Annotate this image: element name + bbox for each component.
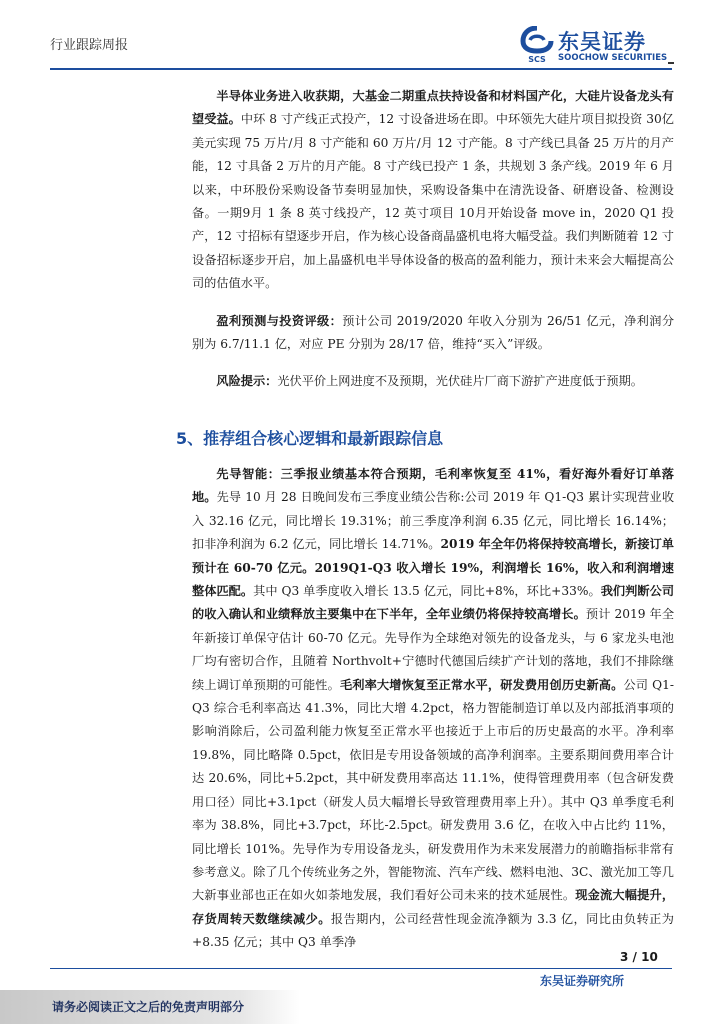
earnings-forecast-paragraph [192,310,674,357]
footer-divider [50,968,672,969]
paragraph-body: 预计公司 2019/2020 年收入分别为 26/51 亿元，净利润分别为 6.7/11.1 亿，对应 PE 分别为 28/17 倍，维持“买入”评级。 [192,313,675,352]
risk-warning-paragraph [192,370,674,393]
bold-sentence: 现金流大幅提升，存货周转天数继续减少。 [192,888,675,926]
paragraph-lead: 风险提示： [216,374,278,389]
scs-logo-icon [520,26,554,64]
paragraph-body: 中环 8 寸产线正式投产，12 寸设备进场在即。中环领先大硅片项目拟投资 30亿美元实现 75 万片/月 8 寸产能和 60 万片/月 12 寸产能。8 寸产线已具备 25 万片的月产能，12 寸具备 2 万片的月产能。8 寸产线已投产 1 条，共规划 3 条产线。2019 年 6 月以来，中环股份采购设备节奏明显加快，采购设备集中在清洗设备、研磨设备、检测设备。一期9月 1 条 8 英寸线投产，12 英寸项目 10月开始设备 move in，2020 Q1 投产，12 寸招标有望逐步开启，作为核心设备商晶盛机电将大幅受益。我们判断随着 12 寸设备招标逐步开启，加上晶盛机电半导体设备的极高的盈利能力，预计未来会大幅提高公司的估值水平。 [192,112,674,291]
logo-mark-text: SCS [528,55,546,64]
header-dash [668,62,674,64]
plain-sentence: 报告期内，公司经营性现金流净额为 3.3 亿，同比由负转正为+8.35 亿元；其中 Q3 单季净 [192,911,674,950]
page-number: 3 / 10 [620,950,658,964]
plain-sentence: 先导 10 月 28 日晚间发布三季度业绩公告称:公司 2019 年 Q1-Q3 累计实现营业收入 32.16 亿元，同比增长 19.31%；前三季度净利润 6.35 亿元，同比增长 16.14%；扣非净利润为 6.2 亿元，同比增长 14.71%。 [192,490,675,552]
body-text-lower [192,463,674,955]
disclaimer-notice: 请务必阅读正文之后的免责声明部分 [52,1000,245,1014]
plain-sentence: 公司 Q1-Q3 综合毛利率高达 41.3%，同比大增 4.2pct，格力智能制造订单以及内部抵消事项的影响消除后，公司盈利能力恢复至正常水平也接近于上市后的历史最高的水平。净利率 19.8%，同比略降 0.5pct，依旧是专用设备领域的高净利润率。主要系期间费用率合计达 20.6%，同比+5.2pct，其中研发费用率高达 11.1%，使得管理费用率（包含研发费用口径）同比+3.1pct（研发人员大幅增长导致管理费用率上升）。其中 Q3 单季度毛利率为 38.8%，同比+3.7pct，环比-2.5pct。研发费用 3.6 亿，在收入中占比约 11%，同比增长 101%。先导作为专用设备龙头，研发费用作为未来发展潜力的前瞻指标非常有参考意义。除了几个传统业务之外，智能物流、汽车产线、燃料电池、3C、激光加工等几大新事业部也正在如火如荼地发展，我们看好公司未来的技术延展性。 [192,677,675,903]
bold-sentence: 毛利率大增恢复至正常水平，研发费用创历史新高。 [339,677,624,692]
section-heading: 5、推荐组合核心逻辑和最新跟踪信息 [176,429,444,448]
plain-sentence: 其中 Q3 单季度收入增长 13.5 亿元，同比+8%，环比+33%。 [253,584,601,599]
semiconductor-paragraph [192,85,674,296]
logo-english-name: SOOCHOW SECURITIES [558,53,668,63]
paragraph-lead: 半导体业务进入收获期，大基金二期重点扶持设备和材料国产化，大硅片设备龙头有望受益。 [192,89,674,127]
plain-sentence: 预计 2019 年全年新接订单保守估计 60-70 亿元。先导作为全球绝对领先的设备龙头，与 6 家龙头电池厂均有密切合作，且随着 Northvolt+宁德时代德国后续扩产计划的落地，我们不排除继续上调订单预期的可能性。 [192,607,675,692]
logo-chinese-name: 东吴证券 [558,30,646,54]
header-divider [50,68,672,70]
paragraph-lead: 盈利预测与投资评级： [216,313,343,328]
company-logo [520,26,670,66]
report-type-label: 行业跟踪周报 [50,38,129,53]
bold-sentence: 我们判断公司的收入确认和业绩释放主要集中在下半年，全年业绩仍将保持较高增长。 [192,584,675,622]
body-text-upper [192,85,674,394]
bold-sentence: 2019 年全年仍将保持较高增长，新接订单预计在 60-70 亿元。2019Q1-Q3 收入增长 19%，利润增长 16%，收入和利润增速整体匹配。 [192,537,674,599]
paragraph-body: 光伏平价上网进度不及预期，光伏硅片厂商下游扩产进度低于预期。 [277,374,643,389]
research-institute-name: 东吴证券研究所 [540,974,625,988]
bold-sentence: 先导智能：三季报业绩基本符合预期，毛利率恢复至 41%，看好海外看好订单落地。 [192,467,674,505]
lead-intelligent-paragraph [192,463,674,955]
